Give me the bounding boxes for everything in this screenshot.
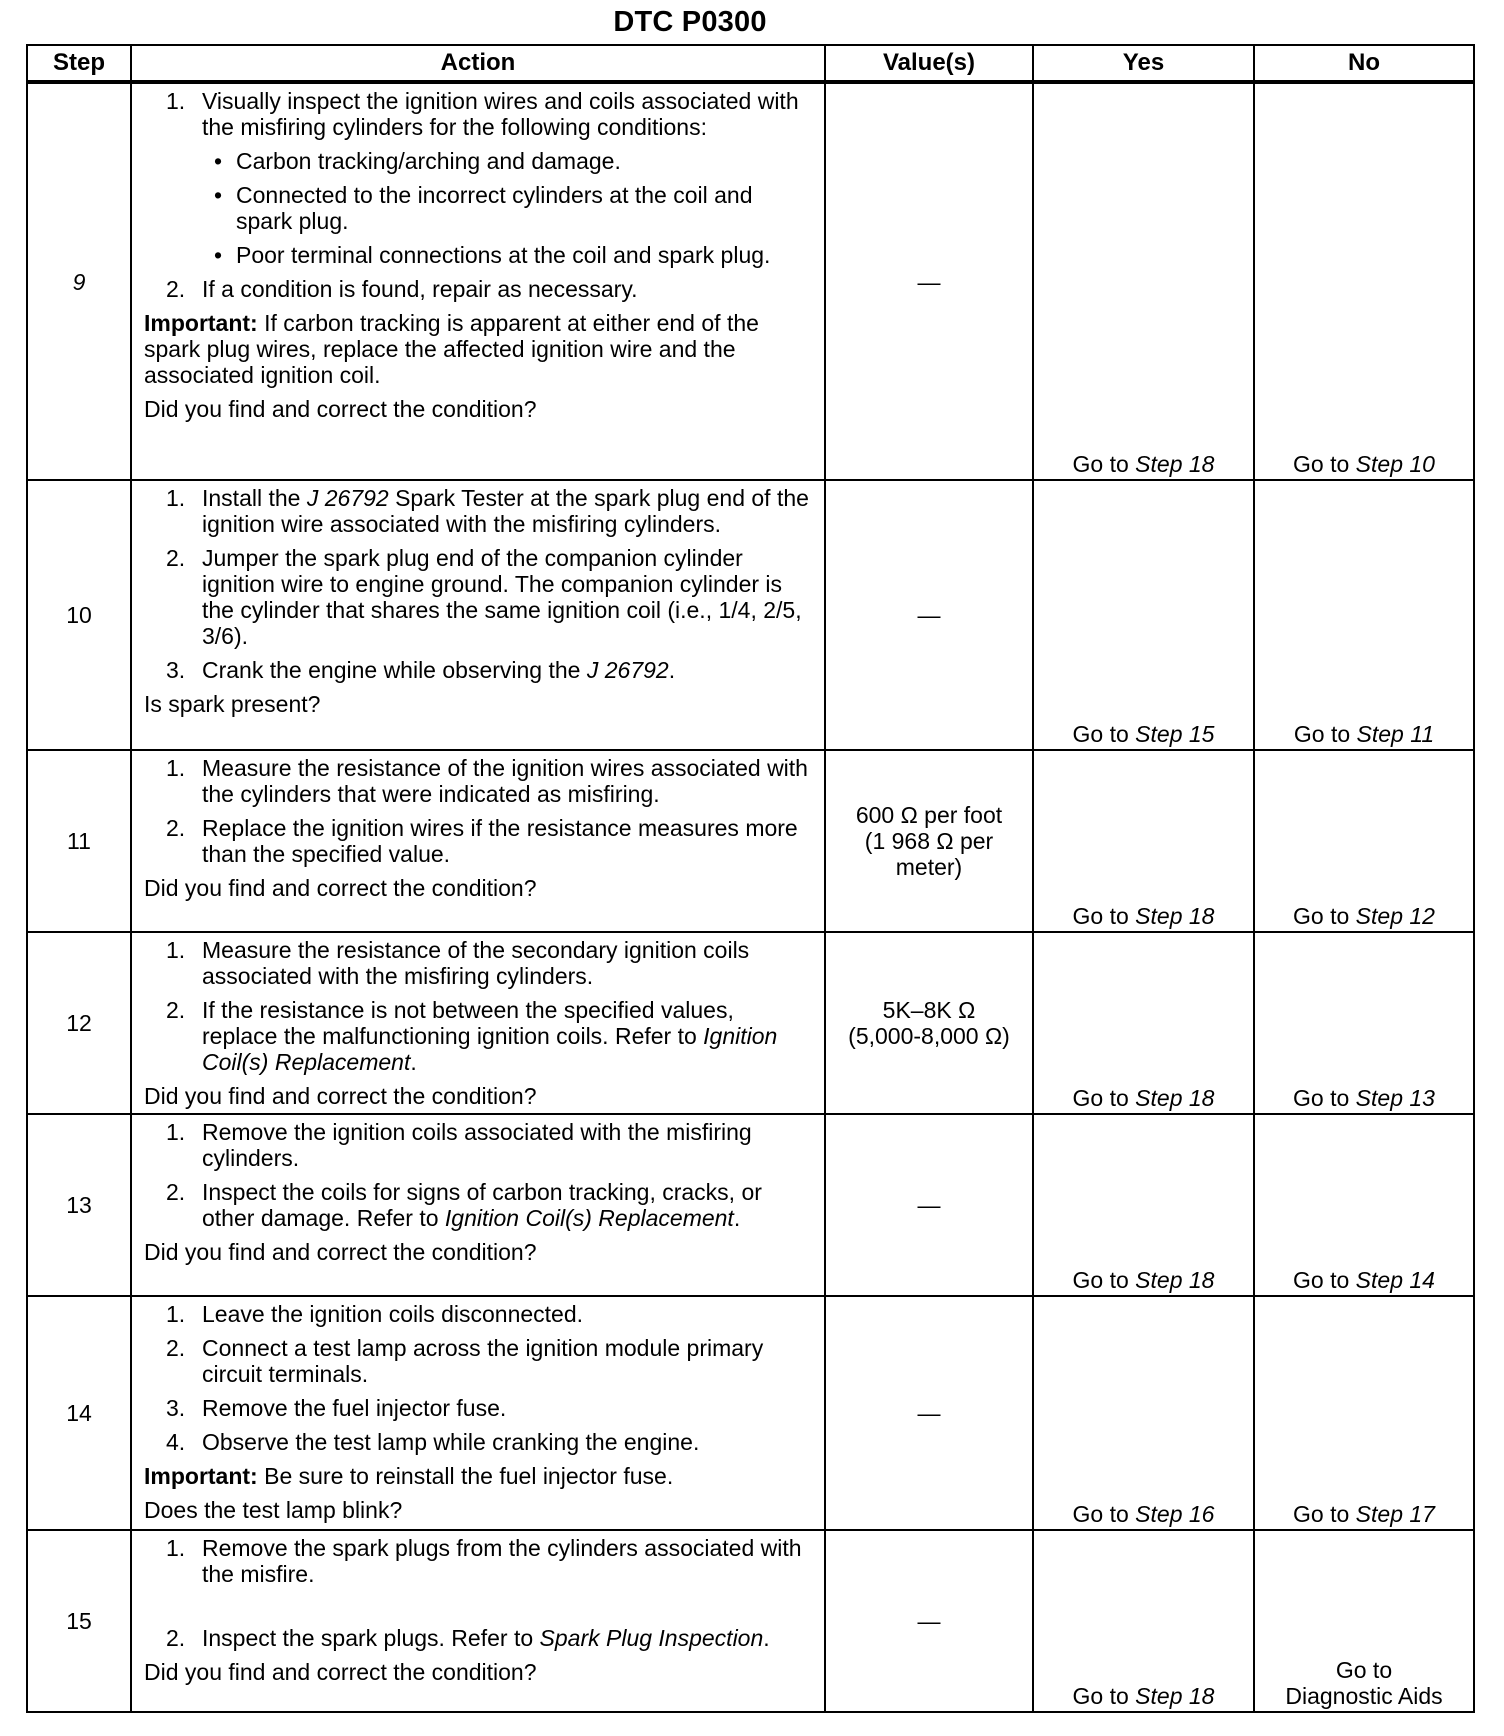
action-text: Visually inspect the ignition wires and coils associated with the misfiring cylinders for the following conditions: — [202, 88, 799, 140]
reference-link[interactable]: Ignition Coil(s) Replacement — [202, 1023, 778, 1075]
value-cell: — — [825, 480, 1033, 750]
action-text: Measure the resistance of the secondary ignition coils associated with the misfiring cylinders. — [202, 937, 750, 989]
value-cell: — — [825, 82, 1033, 480]
action-item: 3. Remove the fuel injector fuse. — [166, 1395, 507, 1421]
no-cell — [1254, 480, 1474, 750]
yes-cell — [1033, 1114, 1254, 1296]
goto-step-link[interactable]: Step 18 — [1135, 1085, 1215, 1111]
important-note — [144, 310, 814, 388]
yes-cell — [1033, 82, 1254, 480]
yes-cell — [1033, 1530, 1254, 1712]
action-text: Spark Tester at the spark plug end of the ignition wire associated with the misfiring cylinders. — [202, 485, 809, 537]
value-text: 5K–8K Ω — [882, 997, 976, 1023]
no-cell — [1254, 82, 1474, 480]
page-title: DTC P0300 — [613, 6, 767, 38]
important-note — [144, 1463, 814, 1489]
goto-step-link[interactable]: Step 14 — [1355, 1267, 1435, 1293]
action-item: 2. Replace the ignition wires if the resistance measures more than the specified value. — [166, 815, 798, 867]
reference-link[interactable]: Ignition Coil(s) Replacement — [444, 1205, 734, 1231]
action-text: Remove the spark plugs from the cylinders associated with the misfire. — [202, 1535, 802, 1587]
action-item: 1. Visually inspect the ignition wires and coils associated with the misfiring cylinders for the following conditions: — [166, 88, 799, 140]
goto-step-link[interactable]: Step 18 — [1135, 1683, 1215, 1709]
header-values: Value(s) — [825, 45, 1033, 82]
yes-cell — [1033, 480, 1254, 750]
action-item: 2. If the resistance is not between the specified values, replace the malfunctioning ignition coils. Refer to Ignition Coil(s) Replacement. — [166, 997, 778, 1075]
goto-prefix: Go to — [1335, 1657, 1393, 1683]
yes-cell — [1033, 750, 1254, 932]
step-question: Did you find and correct the condition? — [144, 396, 537, 422]
no-cell — [1254, 1114, 1474, 1296]
goto-step-link[interactable]: Step 18 — [1135, 451, 1215, 477]
step-question: Does the test lamp blink? — [144, 1497, 403, 1523]
bullet-icon: • — [214, 148, 223, 174]
action-text: . — [410, 1049, 417, 1075]
important-text: Be sure to reinstall the fuel injector fuse. — [264, 1463, 674, 1489]
value-text: (1 968 Ω per meter) — [864, 828, 994, 880]
step-number: 9 — [27, 82, 131, 480]
bullet-item — [144, 182, 814, 234]
action-item: 1. Remove the ignition coils associated with the misfiring cylinders. — [166, 1119, 752, 1171]
action-text: Connect a test lamp across the ignition module primary circuit terminals. — [202, 1335, 764, 1387]
action-item: 2. Inspect the coils for signs of carbon tracking, cracks, or other damage. Refer to Ignition Coil(s) Replacement. — [166, 1179, 762, 1231]
action-item: 2. Inspect the spark plugs. Refer to Spark Plug Inspection. — [166, 1625, 770, 1651]
step-question: Did you find and correct the condition? — [144, 1083, 537, 1109]
tool-name: J 26792 — [306, 485, 389, 511]
goto-step-link[interactable]: Step 11 — [1356, 721, 1435, 747]
bullet-icon: • — [214, 242, 223, 268]
header-step: Step — [27, 45, 131, 82]
table-row — [27, 480, 1474, 750]
step-question: Did you find and correct the condition? — [144, 1239, 537, 1265]
value-cell: — — [825, 1114, 1033, 1296]
bullet-item — [144, 242, 814, 268]
goto-prefix: Go to — [1293, 1267, 1350, 1293]
action-cell — [131, 480, 825, 750]
goto-step-link[interactable]: Step 10 — [1355, 451, 1435, 477]
no-cell — [1254, 1296, 1474, 1530]
action-item: 2. Connect a test lamp across the ignition module primary circuit terminals. — [166, 1335, 764, 1387]
goto-prefix: Go to — [1293, 1501, 1350, 1527]
value-cell — [825, 750, 1033, 932]
action-cell — [131, 82, 825, 480]
goto-step-link[interactable]: Step 17 — [1355, 1501, 1435, 1527]
step-number: 12 — [27, 932, 131, 1114]
value-cell — [825, 932, 1033, 1114]
action-item: 1. Remove the spark plugs from the cylinders associated with the misfire. — [166, 1535, 802, 1587]
header-action: Action — [131, 45, 825, 82]
table-row — [27, 1530, 1474, 1712]
yes-cell — [1033, 1296, 1254, 1530]
action-cell — [131, 1114, 825, 1296]
action-item: 2. Jumper the spark plug end of the companion cylinder ignition wire to engine ground. The companion cylinder is the cylinder that shares the same ignition coil (i.e., 1/4, 2/5, 3/6). — [166, 545, 802, 649]
important-label: Important: — [144, 310, 258, 336]
action-item: 1. Leave the ignition coils disconnected. — [166, 1301, 584, 1327]
action-text: Remove the ignition coils associated with the misfiring cylinders. — [202, 1119, 752, 1171]
table-row — [27, 750, 1474, 932]
action-item: 2. If a condition is found, repair as necessary. — [166, 276, 638, 302]
action-item: 1. Measure the resistance of the secondary ignition coils associated with the misfiring cylinders. — [166, 937, 750, 989]
table-row — [27, 1114, 1474, 1296]
table-row — [27, 1296, 1474, 1530]
diagnostic-aids-link[interactable]: Diagnostic Aids — [1285, 1683, 1443, 1709]
step-number: 14 — [27, 1296, 131, 1530]
important-label: Important: — [144, 1463, 258, 1489]
goto-prefix: Go to — [1072, 1267, 1129, 1293]
goto-step-link[interactable]: Step 18 — [1135, 903, 1215, 929]
yes-cell — [1033, 932, 1254, 1114]
goto-prefix: Go to — [1072, 721, 1129, 747]
value-text: 600 Ω per foot — [855, 802, 1003, 828]
goto-step-link[interactable]: Step 16 — [1135, 1501, 1215, 1527]
goto-prefix: Go to — [1293, 903, 1350, 929]
goto-step-link[interactable]: Step 15 — [1135, 721, 1215, 747]
action-cell — [131, 750, 825, 932]
goto-prefix: Go to — [1293, 451, 1350, 477]
action-cell — [131, 932, 825, 1114]
goto-prefix: Go to — [1072, 1501, 1129, 1527]
step-number: 15 — [27, 1530, 131, 1712]
goto-prefix: Go to — [1072, 451, 1129, 477]
action-item: 1. Measure the resistance of the ignition wires associated with the cylinders that were indicated as misfiring. — [166, 755, 808, 807]
action-text: Install the — [202, 485, 301, 511]
header-no: No — [1254, 45, 1474, 82]
action-item: 1. Install the J 26792 Spark Tester at the spark plug end of the ignition wire associated with the misfiring cylinders. — [166, 485, 809, 537]
step-question: Did you find and correct the condition? — [144, 875, 537, 901]
action-text: Inspect the coils for signs of carbon tracking, cracks, or other damage. Refer to — [202, 1179, 762, 1231]
action-text: Inspect the spark plugs. Refer to — [202, 1625, 534, 1651]
bullet-text: Poor terminal connections at the coil and spark plug. — [236, 242, 771, 268]
bullet-text: Carbon tracking/arching and damage. — [236, 148, 621, 174]
step-number: 11 — [27, 750, 131, 932]
action-text: . — [668, 657, 676, 683]
header-yes: Yes — [1033, 45, 1254, 82]
action-text: Replace the ignition wires if the resistance measures more than the specified value. — [202, 815, 798, 867]
goto-step-link[interactable]: Step 18 — [1135, 1267, 1215, 1293]
value-text: (5,000-8,000 Ω) — [848, 1023, 1010, 1049]
goto-step-link[interactable]: Step 13 — [1355, 1085, 1435, 1111]
value-cell: — — [825, 1530, 1033, 1712]
goto-prefix: Go to — [1293, 1085, 1350, 1111]
table-row — [27, 932, 1474, 1114]
action-item: 3. Crank the engine while observing the J 26792. — [166, 657, 676, 683]
action-item: 4. Observe the test lamp while cranking the engine. — [166, 1429, 700, 1455]
action-text: Measure the resistance of the ignition wires associated with the cylinders that were indicated as misfiring. — [202, 755, 808, 807]
action-text: . — [763, 1625, 770, 1651]
important-text: If carbon tracking is apparent at either end of the spark plug wires, replace the affected ignition wire and the associated ignition coil. — [144, 310, 759, 388]
bullet-item — [144, 148, 814, 174]
goto-prefix: Go to — [1072, 903, 1129, 929]
goto-prefix: Go to — [1293, 721, 1351, 747]
step-number: 10 — [27, 480, 131, 750]
goto-step-link[interactable]: Step 12 — [1355, 903, 1435, 929]
action-text: Observe the test lamp while cranking the engine. — [202, 1429, 700, 1455]
action-text: Remove the fuel injector fuse. — [202, 1395, 507, 1421]
action-text: Jumper the spark plug end of the companion cylinder ignition wire to engine ground. The companion cylinder is the cylinder that shares the same ignition coil (i.e., 1/4, 2/5, 3/6). — [202, 545, 802, 649]
action-text: . — [733, 1205, 741, 1231]
goto-prefix: Go to — [1072, 1085, 1129, 1111]
action-cell — [131, 1530, 825, 1712]
tool-name: J 26792 — [586, 657, 669, 683]
table-header-row — [27, 45, 1474, 82]
action-text: Crank the engine while observing the — [202, 657, 581, 683]
reference-link[interactable]: Spark Plug Inspection — [539, 1625, 764, 1651]
bullet-text: Connected to the incorrect cylinders at the coil and spark plug. — [236, 182, 753, 234]
action-text: Leave the ignition coils disconnected. — [202, 1301, 584, 1327]
action-cell — [131, 1296, 825, 1530]
diagnostic-table — [26, 44, 1475, 1713]
no-cell — [1254, 1530, 1474, 1712]
table-row — [27, 82, 1474, 480]
action-text: If the resistance is not between the specified values, replace the malfunctioning ignition coils. Refer to — [202, 997, 734, 1049]
bullet-icon: • — [214, 182, 223, 208]
value-cell: — — [825, 1296, 1033, 1530]
step-question: Did you find and correct the condition? — [144, 1659, 537, 1685]
no-cell — [1254, 750, 1474, 932]
no-cell — [1254, 932, 1474, 1114]
goto-prefix: Go to — [1072, 1683, 1129, 1709]
step-number: 13 — [27, 1114, 131, 1296]
step-question: Is spark present? — [144, 691, 321, 717]
action-text: If a condition is found, repair as necessary. — [202, 276, 638, 302]
